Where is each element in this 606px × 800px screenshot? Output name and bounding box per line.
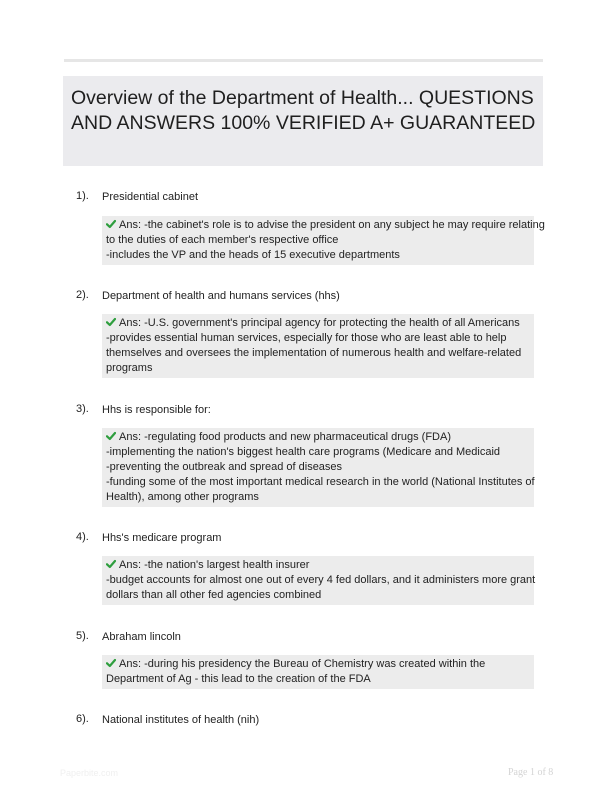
- answer-box: [102, 428, 534, 507]
- document-title: Overview of the Department of Health... QUESTIONS AND ANSWERS 100% VERIFIED A+ GUARANTEED: [71, 87, 536, 134]
- answer-line: Department of Ag - this lead to the creation of the FDA: [106, 673, 371, 685]
- answer-line-text: Ans: -the cabinet's role is to advise the president on any subject he may require relating: [119, 219, 545, 231]
- answer-line: to the duties of each member's respective office: [106, 234, 339, 246]
- answer-box: [102, 216, 545, 265]
- answer-line: [106, 430, 530, 445]
- answer-line: [106, 316, 530, 331]
- answer-line-text: Ans: -regulating food products and new pharmaceutical drugs (FDA): [119, 431, 452, 443]
- answer-line: -provides essential human services, especially for those who are least able to help: [106, 332, 507, 344]
- answer-line: [106, 657, 530, 672]
- answer-line-text: Ans: -during his presidency the Bureau of Chemistry was created within the: [119, 658, 486, 670]
- answer-line: -includes the VP and the heads of 15 executive departments: [106, 249, 400, 261]
- answer-line: -funding some of the most important medical research in the world (National Institutes of: [106, 476, 535, 488]
- title-banner: [63, 76, 543, 166]
- answer-line-text: Ans: -U.S. government's principal agency for protecting the health of all Americans: [119, 317, 520, 329]
- answer-line: themselves and oversees the implementation of numerous health and welfare-related: [106, 347, 522, 359]
- question-number: 5).: [76, 630, 89, 642]
- answer-line: -budget accounts for almost one out of every 4 fed dollars, and it administers more grant: [106, 574, 536, 586]
- answer-box: [102, 314, 534, 378]
- question-number: 3).: [76, 403, 89, 415]
- question-number: 6).: [76, 713, 89, 725]
- question-text: Presidential cabinet: [102, 191, 199, 203]
- answer-line: [106, 218, 545, 233]
- answer-line: -preventing the outbreak and spread of diseases: [106, 461, 343, 473]
- question-number: 4).: [76, 531, 89, 543]
- answer-line: programs: [106, 362, 153, 374]
- answer-line: -implementing the nation's biggest health care programs (Medicare and Medicaid: [106, 446, 501, 458]
- checkmark-icon: [106, 219, 116, 229]
- answer-line: Health), among other programs: [106, 491, 259, 503]
- top-divider: [64, 59, 543, 62]
- checkmark-icon: [106, 317, 116, 327]
- question-text: Department of health and humans services (hhs): [102, 290, 340, 302]
- question-text: Abraham lincoln: [102, 631, 181, 643]
- question-text: Hhs's medicare program: [102, 532, 222, 544]
- answer-line: [106, 558, 530, 573]
- footer-watermark: Paperbite.com: [60, 768, 119, 778]
- question-number: 1).: [76, 190, 89, 202]
- checkmark-icon: [106, 658, 116, 668]
- answer-box: [102, 655, 534, 689]
- question-text: National institutes of health (nih): [102, 714, 260, 726]
- answer-line-text: Ans: -the nation's largest health insurer: [119, 559, 310, 571]
- answer-box: [102, 556, 534, 605]
- question-text: Hhs is responsible for:: [102, 404, 211, 416]
- checkmark-icon: [106, 431, 116, 441]
- question-number: 2).: [76, 289, 89, 301]
- answer-line: dollars than all other fed agencies combined: [106, 589, 322, 601]
- page-number: Page 1 of 8: [508, 767, 554, 778]
- checkmark-icon: [106, 559, 116, 569]
